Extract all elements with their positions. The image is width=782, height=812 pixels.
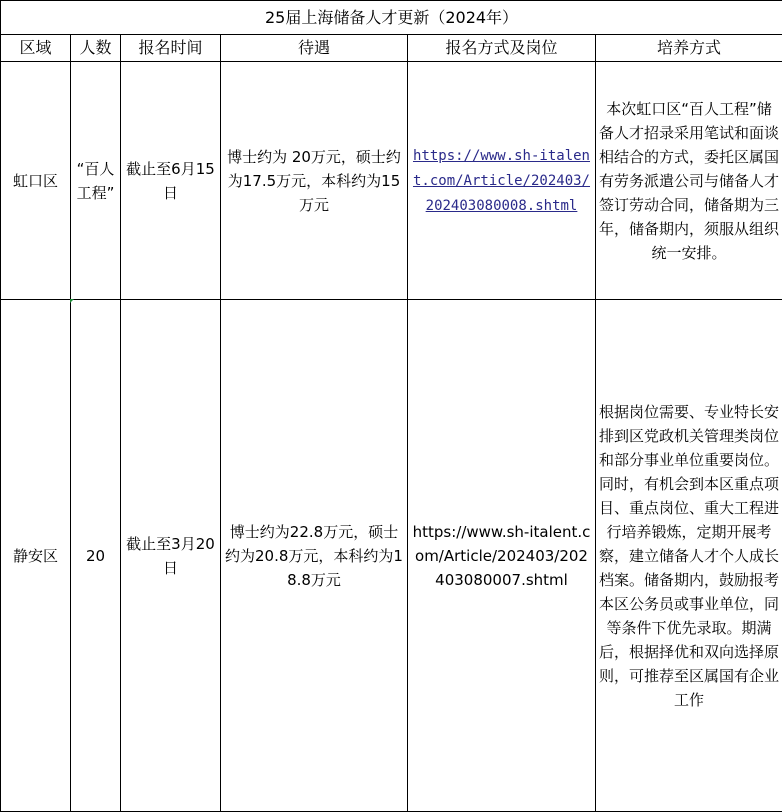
deadline-cell: 截止至6月15日 [121, 62, 221, 300]
header-deadline: 报名时间 [121, 35, 221, 62]
benefits-cell: 博士约为 20万元，硕士约为17.5万元，本科约为15万元 [221, 62, 408, 300]
header-benefits: 待遇 [221, 35, 408, 62]
title-row [1, 1, 782, 35]
cell-comment-marker [70, 299, 74, 303]
count-cell: 20 [71, 300, 121, 812]
header-training: 培养方式 [596, 35, 782, 62]
table-row [1, 62, 782, 300]
count-cell: “百人工程” [71, 62, 121, 300]
district-cell: 虹口区 [1, 62, 71, 300]
apply-cell: https://www.sh-italent.com/Article/202403/202403080007.shtml [408, 300, 596, 812]
header-count: 人数 [71, 35, 121, 62]
benefits-cell: 博士约为22.8万元，硕士约为20.8万元，本科约为18.8万元 [221, 300, 408, 812]
table-row [1, 300, 782, 812]
apply-cell [408, 62, 596, 300]
apply-link[interactable]: https://www.sh-italent.com/Article/202403/202403080008.shtml [413, 148, 590, 214]
district-cell: 静安区 [1, 300, 71, 812]
header-apply: 报名方式及岗位 [408, 35, 596, 62]
training-cell: 本次虹口区“百人工程”储备人才招录采用笔试和面谈相结合的方式，委托区属国有劳务派遣公司与储备人才签订劳动合同，储备期为三年，储备期内，须服从组织统一安排。 [596, 62, 782, 300]
deadline-cell: 截止至3月20日 [121, 300, 221, 812]
table-title: 25届上海储备人才更新（2024年） [1, 1, 782, 35]
header-district: 区域 [1, 35, 71, 62]
header-row [1, 35, 782, 62]
training-cell: 根据岗位需要、专业特长安排到区党政机关管理类岗位和部分事业单位重要岗位。同时，有机会到本区重点项目、重点岗位、重大工程进行培养锻炼，定期开展考察，建立储备人才个人成长档案。储备期内，鼓励报考本区公务员或事业单位，同等条件下优先录取。期满后，根据择优和双向选择原则，可推荐至区属国有企业工作 [596, 300, 782, 812]
